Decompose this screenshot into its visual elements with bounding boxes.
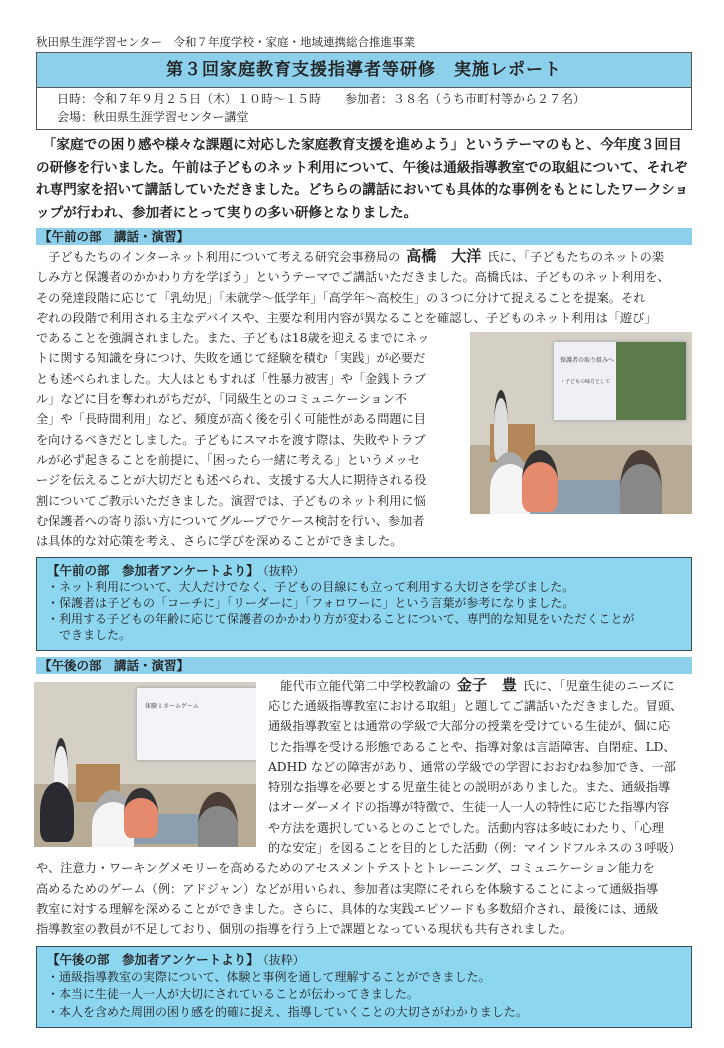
- text-line: 的な安定」を図ることを目的とした活動（例：マインドフルネスの３呼吸）: [268, 841, 681, 856]
- lecturer-name: 金子 豊: [456, 675, 517, 694]
- morning-paragraph: [36, 247, 692, 551]
- text-lines: [36, 267, 692, 328]
- event-date: 日時：令和７年９月２５日（木）１０時～１５時: [57, 92, 322, 106]
- text-line: 通級指導教室とは通常の学級で大部分の授業を受けている生徒が、個に応: [268, 719, 671, 734]
- slide-title: 体験１ネームゲーム: [145, 702, 200, 710]
- survey-item-continuation: できました。: [59, 627, 132, 642]
- morning-lecturer-line: [36, 247, 692, 267]
- event-info-row: [37, 90, 691, 108]
- survey-item: ・通級指導教室の実際について、体験と事例を通して理解することができました。: [47, 969, 491, 984]
- text-line: ージを伝えることが大切だとも述べられ、支援する大人に期待される役: [36, 473, 427, 488]
- afternoon-lecture-photo: [34, 682, 256, 847]
- text-line: トに関する知識を身につけ、失敗を通じて経験を積む「実践」が必要だ: [36, 351, 426, 366]
- text-line: 応じた通級指導教室における取組」と題してご講話いただきました。冒頭、: [268, 698, 683, 713]
- text-lines: [36, 858, 692, 939]
- text-line: は具体的な対応策を考え、さらに学びを深めることができました。: [36, 534, 403, 549]
- slide-title: 保護者の取り組みへ: [560, 357, 614, 365]
- survey-item: ・ネット利用について、大人だけでなく、子どもの目線にも立って利用する大切さを学びました。: [47, 580, 575, 595]
- text-segment: 能代市立能代第二中学校教諭の: [268, 678, 451, 693]
- event-venue: 会場：秋田県生涯学習センター講堂: [57, 110, 249, 124]
- text-line: や方法を選択しているとのことでした。活動内容は多岐にわたり、「心理: [268, 820, 665, 835]
- speaker-figure: [494, 390, 508, 460]
- text-line: じた指導を受ける形態であることや、指導対象は言語障害、自閉症、LD、: [268, 739, 676, 754]
- survey-item: ・本当に生徒一人一人が大切にされていることが伝わってきました。: [47, 987, 419, 1001]
- survey-item: ・利用する子どもの年齢に応じて保護者のかかわり方が変わることについて、専門的な知見をいただくことが: [47, 612, 635, 627]
- text-line: 指導教室の教員が不足しており、個別の指導を行う上で課題となっている現状も共有されました。: [36, 922, 573, 937]
- morning-lecture-photo: [470, 332, 692, 514]
- text-line: とも述べられました。大人はともすれば「性暴力被害」や「金銭トラブ: [36, 371, 426, 386]
- text-line: 割についてご教示いただきました。演習では、子どものネット利用に悩: [36, 493, 426, 508]
- survey-list: [47, 580, 685, 627]
- morning-survey-box: [36, 557, 692, 650]
- text-line: 教室に対する理解を深めることができました。さらに、具体的な実践エピソードも多数紹介され、最後には、通級: [36, 901, 659, 916]
- text-line: 高めるためのゲーム（例：アドジャン）などが用いられ、参加者は実際にそれらを体験することによって通級指導: [36, 881, 659, 896]
- text-line: はオーダーメイドの指導が特徴で、生徒一人一人の特性に応じた指導内容: [268, 800, 670, 815]
- survey-heading: [47, 562, 685, 580]
- event-participants: 参加者：３８名（うち市町村等から２７名）: [345, 92, 586, 106]
- text-line: ル」などに目を奪われがちだが、「同級生とのコミュニケーション不: [36, 392, 407, 407]
- morning-section-heading: 【午前の部 講話・演習】: [36, 228, 692, 245]
- survey-heading: [47, 951, 685, 969]
- survey-note: （抜粋）: [262, 952, 305, 967]
- intro-paragraph: 「家庭での困り感や様々な課題に対応した家庭教育支援を進めよう」というテーマのもと、今年度３回目の研修を行いました。午前は子どものネット利用について、午後は通級指導教室での取組について、それぞれ専門家を招いて講話していただきました。どちらの講話においても具体的な事例をもとにしたワークショップが行われ、参加者にとって実りの多い研修となりました。: [36, 137, 689, 221]
- text-line: ぞれの段階で利用される主なデバイスや、主要な利用内容が異なることを確認し、子どものネット利用は「遊び」: [36, 310, 657, 325]
- slide-bullet: ・子どもの味方として: [560, 379, 611, 386]
- projector-screen: [554, 342, 686, 420]
- survey-item: ・保護者は子どもの「コーチに」「リーダーに」「フォロワーに」という言葉が参考になりました。: [47, 596, 575, 611]
- text-line: や、注意力・ワーキングメモリーを高めるためのアセスメントテストとトレーニング、コミュニケーション能力を: [36, 861, 655, 876]
- survey-item: ・本人を含めた周囲の困り感を的確に捉え、指導していくことの大切さがわかりました。: [47, 1004, 528, 1019]
- afternoon-paragraph: [36, 676, 692, 940]
- text-line: む保護者への寄り添い方についてグループでケース検討を行い、参加者: [36, 513, 425, 528]
- survey-note: （抜粋）: [262, 564, 305, 579]
- survey-title: 【午後の部 参加者アンケートより】: [47, 951, 259, 967]
- survey-list: [47, 969, 685, 1022]
- text-line: ADHD などの障害があり、通常の学級での学習におおむね参加でき、一部: [268, 759, 676, 774]
- text-line: ルが必ず起きることを前提に、「困ったら一緒に考える」というメッセ: [36, 452, 420, 467]
- text-line: を向けるべきだとしました。子どもにスマホを渡す際は、失敗やトラブ: [36, 432, 426, 447]
- text-segment: 子どもたちのインターネット利用について考える研究会事務局の: [36, 250, 401, 264]
- lecturer-name: 高橋 大洋: [406, 247, 482, 265]
- afternoon-section-heading: 【午後の部 講話・演習】: [36, 657, 692, 674]
- text-segment: 氏に、「子どもたちのネットの楽: [487, 250, 665, 264]
- header-org-text: 秋田県生涯学習センター 令和７年度学校・家庭・地域連携総合推進事業: [36, 35, 416, 49]
- afternoon-survey-box: [36, 946, 692, 1029]
- text-line: 全」や「長時間利用」など、頻度が高く後を引く可能性がある問題に目: [36, 412, 426, 427]
- text-segment: 氏に、「児童生徒のニーズに: [522, 678, 675, 693]
- text-line: 特別な指導を必要とする児童生徒との説明がありました。また、通級指導: [268, 780, 671, 795]
- survey-title: 【午前の部 参加者アンケートより】: [47, 563, 259, 579]
- projector-screen: [137, 688, 256, 760]
- text-line: であることを強調されました。また、子どもは18歳を迎えるまでにネッ: [36, 331, 430, 346]
- page-title: 第３回家庭教育支援指導者等研修 実施レポート: [37, 53, 691, 88]
- text-line: その発達段階に応じて「乳幼児」「未就学～低学年」「高学年～高校生」の３つに分けて捉えることを提案。それ: [36, 290, 646, 305]
- text-line: しみ方と保護者のかかわり方を学ぼう」というテーマでご講話いただきました。高橋氏は、子どものネット利用を、: [36, 270, 670, 285]
- title-box: [36, 52, 692, 130]
